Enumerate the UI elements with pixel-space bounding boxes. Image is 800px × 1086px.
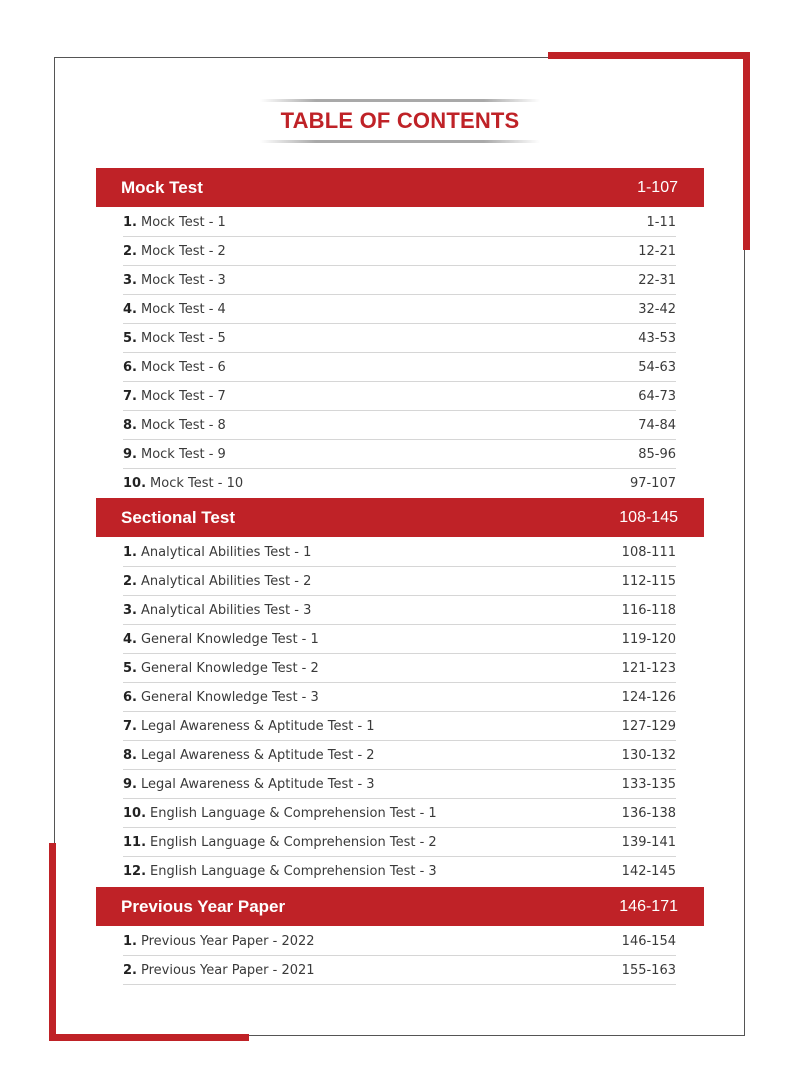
- entry-label: Previous Year Paper - 2022: [140, 933, 315, 949]
- entry-number: 7.: [123, 718, 137, 734]
- entry-label: Mock Test - 6: [140, 359, 226, 375]
- entry-label: Analytical Abilities Test - 1: [140, 544, 312, 560]
- toc-entry[interactable]: [123, 440, 676, 469]
- entry-pages: 12-21: [638, 243, 676, 259]
- entry-label: Previous Year Paper - 2021: [140, 962, 315, 978]
- entry-pages: 121-123: [621, 660, 676, 676]
- entry-number: 8.: [123, 747, 137, 763]
- toc-entry[interactable]: [123, 828, 676, 857]
- entry-label: English Language & Comprehension Test - 3: [150, 864, 437, 879]
- entry-pages: 127-129: [621, 718, 676, 734]
- toc-entry[interactable]: [123, 208, 676, 237]
- entry-number: 2.: [123, 962, 137, 978]
- entry-pages: 108-111: [621, 544, 676, 560]
- entry-pages: 146-154: [621, 933, 676, 949]
- entry-number: 3.: [123, 272, 137, 288]
- entry-pages: 116-118: [621, 602, 676, 618]
- section-page-range: 146-171: [619, 897, 678, 915]
- section-header-sectional-test: [96, 498, 704, 537]
- entry-pages: 97-107: [629, 476, 676, 491]
- section-list-previous-year-paper: [123, 927, 676, 985]
- entry-number: 2.: [123, 243, 137, 259]
- accent-bottom-bar: [49, 1034, 249, 1041]
- entry-label: General Knowledge Test - 3: [140, 689, 319, 705]
- section-page-range: 108-145: [619, 508, 678, 526]
- entry-number: 10.: [123, 805, 147, 821]
- entry-number: 6.: [123, 689, 137, 705]
- toc-entry[interactable]: [123, 956, 676, 985]
- toc-entry[interactable]: [123, 770, 676, 799]
- entry-number: 3.: [123, 602, 137, 618]
- entry-label: Legal Awareness & Aptitude Test - 2: [140, 747, 375, 763]
- entry-pages: 64-73: [638, 388, 676, 404]
- entry-label: English Language & Comprehension Test - 1: [150, 805, 437, 821]
- entry-pages: 74-84: [638, 417, 676, 433]
- entry-label: Legal Awareness & Aptitude Test - 1: [140, 718, 375, 734]
- toc-entry[interactable]: [123, 927, 676, 956]
- entry-pages: 136-138: [621, 805, 676, 821]
- toc-entry[interactable]: [123, 567, 676, 596]
- entry-pages: 155-163: [621, 962, 676, 978]
- entry-pages: 32-42: [638, 301, 676, 317]
- accent-top-bar: [548, 52, 750, 59]
- accent-right-bar: [743, 52, 750, 250]
- entry-label: General Knowledge Test - 1: [140, 631, 319, 647]
- entry-label: General Knowledge Test - 2: [140, 660, 319, 676]
- title-rule-top: [260, 99, 540, 102]
- entry-label: Legal Awareness & Aptitude Test - 3: [140, 776, 375, 792]
- entry-label: Mock Test - 4: [140, 301, 226, 317]
- entry-number: 12.: [123, 864, 147, 879]
- entry-label: English Language & Comprehension Test - 2: [150, 834, 437, 850]
- toc-entry[interactable]: [123, 324, 676, 353]
- entry-label: Mock Test - 1: [140, 214, 226, 230]
- entry-number: 1.: [123, 933, 137, 949]
- toc-entry[interactable]: [123, 857, 676, 886]
- toc-entry[interactable]: [123, 237, 676, 266]
- toc-entry[interactable]: [123, 353, 676, 382]
- entry-pages: 139-141: [621, 834, 676, 850]
- entry-number: 4.: [123, 631, 137, 647]
- section-title: Previous Year Paper: [121, 896, 286, 916]
- entry-pages: 142-145: [621, 864, 676, 879]
- section-list-mock-test: [123, 208, 676, 498]
- entry-pages: 130-132: [621, 747, 676, 763]
- entry-label: Analytical Abilities Test - 2: [140, 573, 312, 589]
- entry-label: Mock Test - 3: [140, 272, 226, 288]
- entry-label: Mock Test - 2: [140, 243, 226, 259]
- entry-number: 11.: [123, 834, 147, 850]
- entry-pages: 22-31: [638, 272, 676, 288]
- toc-entry[interactable]: [123, 683, 676, 712]
- section-title: Mock Test: [121, 177, 203, 197]
- page-title: TABLE OF CONTENTS: [280, 108, 520, 133]
- entry-number: 1.: [123, 214, 137, 230]
- entry-pages: 112-115: [621, 573, 676, 589]
- toc-entry[interactable]: [123, 538, 676, 567]
- entry-pages: 1-11: [646, 214, 676, 230]
- toc-entry[interactable]: [123, 654, 676, 683]
- toc-entry[interactable]: [123, 741, 676, 770]
- toc-entry[interactable]: [123, 596, 676, 625]
- entry-label: Mock Test - 8: [140, 417, 226, 433]
- entry-pages: 124-126: [621, 689, 676, 705]
- title-rule-bottom: [260, 140, 540, 143]
- toc-entry[interactable]: [123, 799, 676, 828]
- entry-number: 4.: [123, 301, 137, 317]
- toc-entry[interactable]: [123, 266, 676, 295]
- entry-number: 9.: [123, 776, 137, 792]
- accent-left-bar: [49, 843, 56, 1041]
- entry-number: 5.: [123, 660, 137, 676]
- toc-entry[interactable]: [123, 411, 676, 440]
- entry-number: 10.: [123, 476, 147, 491]
- entry-number: 1.: [123, 544, 137, 560]
- entry-number: 8.: [123, 417, 137, 433]
- entry-pages: 43-53: [638, 330, 676, 346]
- entry-pages: 133-135: [621, 776, 676, 792]
- entry-number: 7.: [123, 388, 137, 404]
- entry-label: Analytical Abilities Test - 3: [140, 602, 312, 618]
- entry-pages: 85-96: [638, 446, 676, 462]
- entry-number: 6.: [123, 359, 137, 375]
- entry-pages: 54-63: [638, 359, 676, 375]
- entry-label: Mock Test - 10: [150, 476, 244, 491]
- toc-entry[interactable]: [123, 382, 676, 411]
- toc-entry[interactable]: [123, 469, 676, 498]
- entry-number: 2.: [123, 573, 137, 589]
- entry-label: Mock Test - 7: [140, 388, 226, 404]
- page-title-block: [260, 99, 540, 143]
- entry-label: Mock Test - 9: [140, 446, 226, 462]
- section-title: Sectional Test: [121, 507, 235, 527]
- entry-label: Mock Test - 5: [140, 330, 226, 346]
- entry-number: 5.: [123, 330, 137, 346]
- section-page-range: 1-107: [637, 178, 678, 196]
- toc-entry[interactable]: [123, 295, 676, 324]
- entry-number: 9.: [123, 446, 137, 462]
- toc-entry[interactable]: [123, 712, 676, 741]
- entry-pages: 119-120: [621, 631, 676, 647]
- section-header-previous-year-paper: [96, 887, 704, 926]
- section-list-sectional-test: [123, 538, 676, 886]
- toc-entry[interactable]: [123, 625, 676, 654]
- section-header-mock-test: [96, 168, 704, 207]
